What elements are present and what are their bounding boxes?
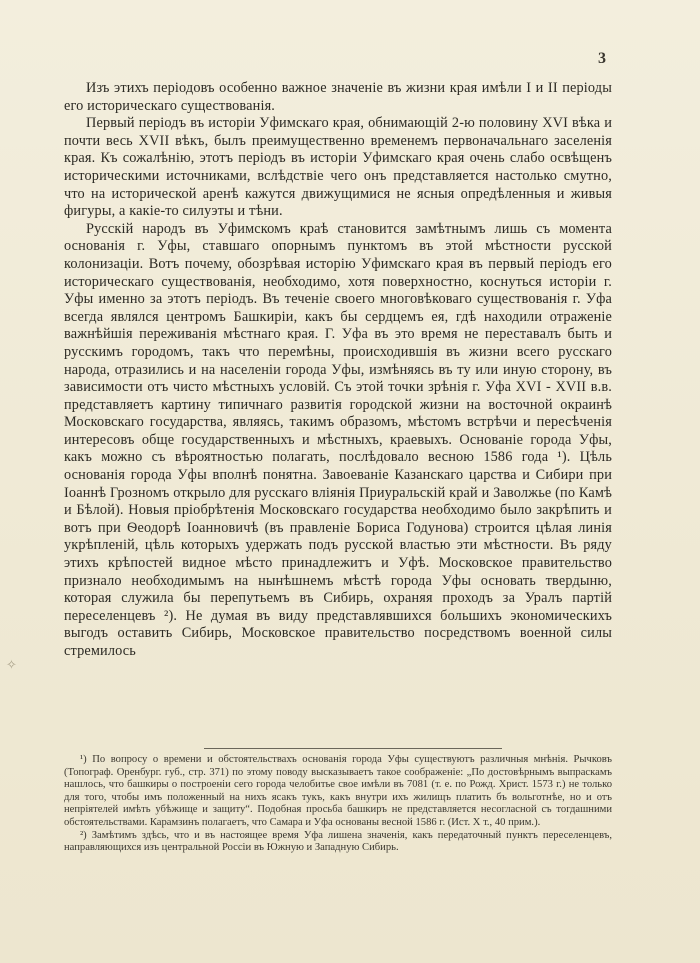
- main-text: [64, 80, 612, 661]
- page-number: 3: [598, 50, 606, 67]
- footnote-separator: [204, 748, 502, 749]
- footnote-2: ²) Замѣтимъ здѣсь, что и въ настоящее время Уфа лишена значенія, какъ передаточный пунктъ переселенцевъ, направляющихся изъ центральной Россіи въ Южную и Западную Сибирь.: [64, 829, 612, 854]
- margin-ink-mark: ✧: [6, 658, 17, 673]
- paragraph-1: Изъ этихъ періодовъ особенно важное значеніе въ жизни края имѣли I и II періоды его историческаго существованія.: [64, 80, 612, 114]
- footnote-1: ¹) По вопросу о времени и обстоятельствахъ основанія города Уфы существуютъ различныя мнѣнія. Рычковъ (Топограф. Оренбург. губ., стр. 371) по этому поводу высказываетъ такое соображеніе: „По достовѣрнымъ выпраскамъ нашлось, что башкиры о построеніи сего города челобитье свое имѣли въ 7081 (т. е. по Рожд. Христ. 1573 г.) не только для того, чтобы имъ положенный на нихъ ясакъ тукъ, какъ внутри ихъ жилищъ платить бъ вольготнѣе, но и отъ непріятелей имѣть убѣжище и защиту“. Подобная просьба башкиръ не представляется несогласной съ тогдашними обстоятельствами. Карамзинъ полагаетъ, что Самара и Уфа основаны весной 1586 г. (Ист. X т., 40 прим.).: [64, 754, 612, 828]
- paragraph-2: Первый періодъ въ исторіи Уфимскаго края, обнимающій 2-ю половину XVI вѣка и почти весь XVII вѣкъ, былъ преимущественно временемъ первоначальнаго заселенія края. Къ сожалѣнію, этотъ періодъ въ исторіи Уфимскаго края очень слабо освѣщенъ историческими источниками, вслѣдствіе чего онъ представляется настолько смутно, что на исторической аренѣ кажутся движущимися не ясныя опредѣленныя и живыя фигуры, а какіе-то силуэты и тѣни.: [64, 115, 612, 220]
- footnotes: [64, 754, 612, 855]
- paragraph-3: Русскій народъ въ Уфимскомъ краѣ становится замѣтнымъ лишь съ момента основанія г. Уфы, ставшаго опорнымъ пунктомъ въ этой мѣстности русской колонизаціи. Вотъ почему, обозрѣвая исторію Уфимскаго края въ первый періодъ его историческаго существованія, необходимо, хотя поверхностно, коснуться исторіи г. Уфы именно за этотъ періодъ. Въ теченіе своего многовѣковаго существованія г. Уфа всегда являлся центромъ Башкиріи, какъ бы сердцемъ ея, гдѣ находили отраженіе важнѣйшія переживанія мѣстнаго края. Г. Уфа въ это время не переставалъ быть и русскимъ городомъ, такъ что перемѣны, происходившія въ жизни всего русскаго народа, отразились и на населеніи города Уфы, измѣняясь въ ту или иную сторону, въ зависимости отъ чисто мѣстныхъ условій. Съ этой точки зрѣнія г. Уфа XVI - XVII в.в. представляетъ картину типичнаго развитія городской жизни на восточной окраинѣ Московскаго государства, являясь, такимъ образомъ, мѣстомъ встрѣчи и пересѣченія интересовъ обще государственныхъ и мѣстныхъ, краевыхъ. Основаніе города Уфы, какъ можно съ вѣроятностью полагать, послѣдовало весною 1586 года ¹). Цѣль основанія города Уфы вполнѣ понятна. Завоеваніе Казанскаго царства и Сибири при Іоаннѣ Грозномъ открыло для русскаго вліянія Приуральскій край и Заволжье (по Камѣ и Бѣлой). Новыя пріобрѣтенія Московскаго государства необходимо было закрѣпить и вотъ при Ѳеодорѣ Іоанновичѣ (въ правленіе Бориса Годунова) строится цѣлая линія укрѣпленій, цѣль которыхъ удержать подъ русской властью эти мѣстности. Въ ряду этихъ крѣпостей видное мѣсто принадлежитъ и Уфѣ. Московское правительство признало необходимымъ на нынѣшнемъ мѣстѣ города Уфы основать твердыню, которая служила бы перепутьемъ въ Сибирь, охраняя проходъ за Уралъ партій переселенцевъ ²). Не думая въ виду представлявшихся большихъ экономическихъ выгодъ оставить Сибирь, Московское правительство посредствомъ военной силы стремилось: [64, 220, 612, 659]
